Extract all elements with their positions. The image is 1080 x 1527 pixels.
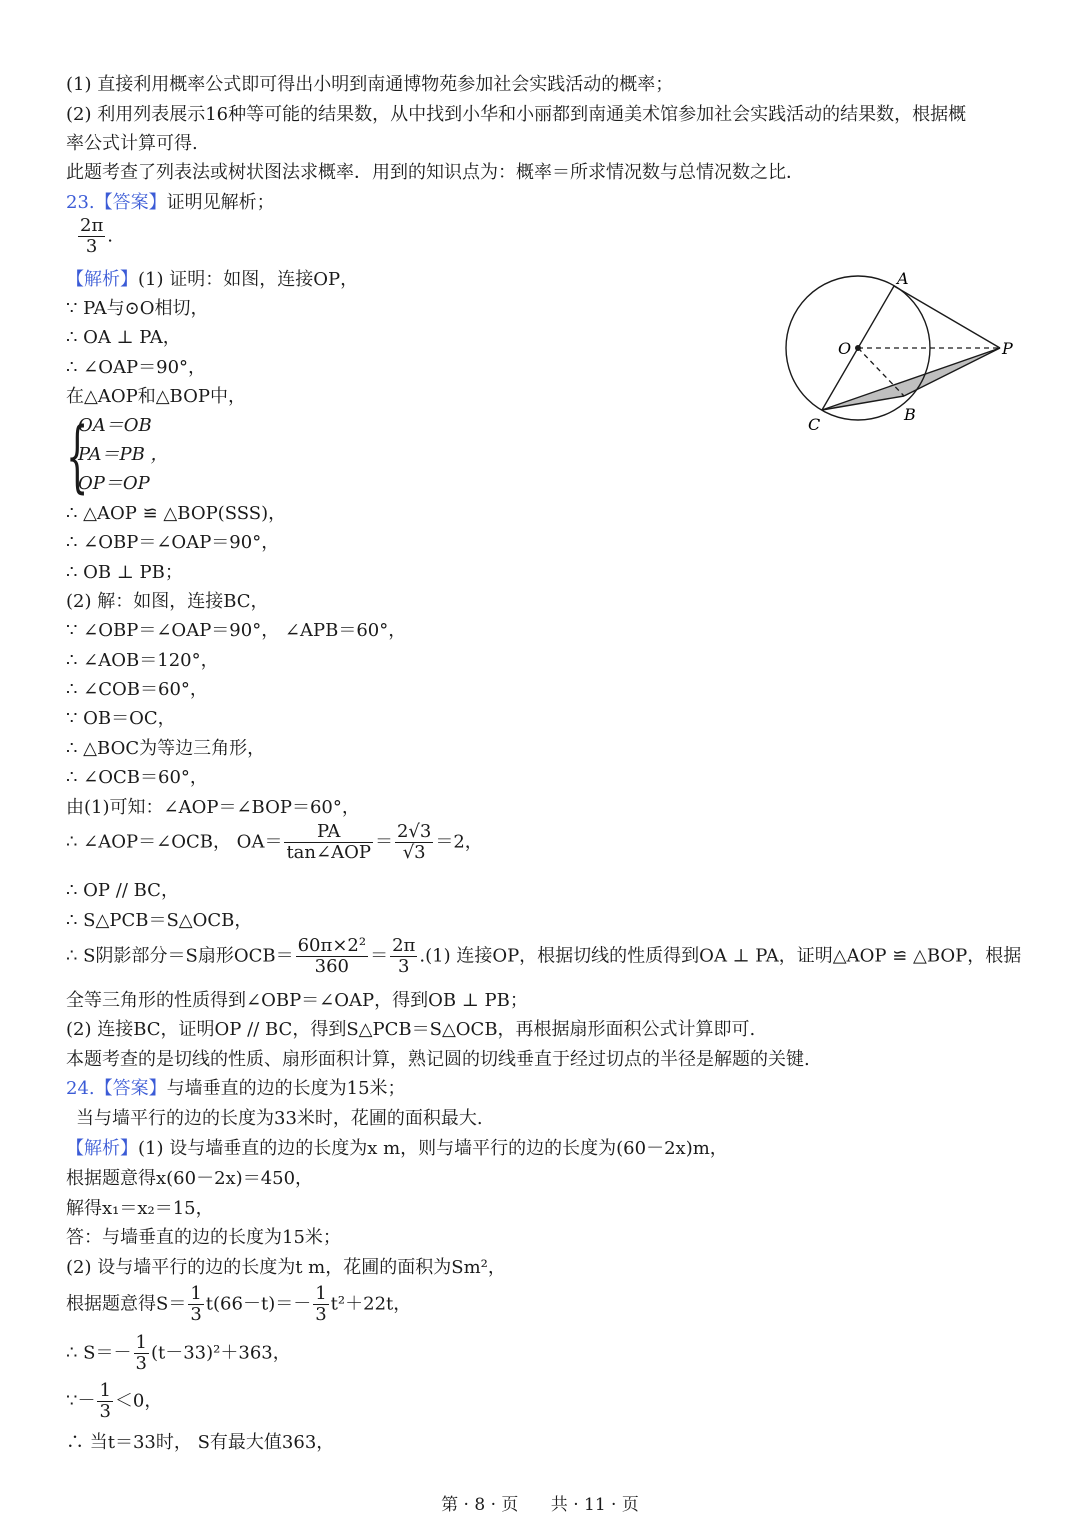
text-line: 根据题意得x(60－2x)＝450， xyxy=(66,1168,314,1189)
fraction-denominator: 3 xyxy=(99,1401,111,1422)
fraction-numerator: 1 xyxy=(315,1283,327,1304)
fraction-numerator: 1 xyxy=(99,1380,111,1401)
system-line: OA＝OB xyxy=(78,415,152,436)
text-fragment: ＝2， xyxy=(435,831,483,853)
label-a: A xyxy=(897,269,909,288)
text-line: 率公式计算可得. xyxy=(66,133,198,154)
text-line: (2) 解：如图，连接BC， xyxy=(66,591,269,612)
fraction-denominator: 3 xyxy=(135,1353,147,1374)
text-line: ∵ OB＝OC， xyxy=(66,708,176,729)
text-line: (1) 直接利用概率公式即可得出小明到南通博物苑参加社会实践活动的概率； xyxy=(66,74,674,95)
system-line: OP＝OP xyxy=(78,473,150,494)
text-line: ∵ PA与⊙O相切， xyxy=(66,298,209,319)
fraction-numerator: 60π×2² xyxy=(297,935,367,956)
text-line: (2) 利用列表展示16种等可能的结果数，从中找到小华和小丽都到南通美术馆参加社会实践活动的结果数，根据概 xyxy=(66,104,967,125)
answer-label: 24.【答案】 xyxy=(66,1078,167,1099)
text-line: 在△AOP和△BOP中， xyxy=(66,386,246,407)
analysis-label: 【解析】 xyxy=(66,269,138,290)
page-footer: 第 · 8 · 页 共 · 11 · 页 xyxy=(441,1495,639,1515)
text-fragment: ∵－ xyxy=(66,1390,96,1412)
text-line: ∴ ∠OCB＝60°， xyxy=(66,767,208,788)
text-line: 全等三角形的性质得到∠OBP＝∠OAP，得到OB ⊥ PB； xyxy=(66,990,528,1011)
formula-area-line xyxy=(66,936,1021,977)
label-c: C xyxy=(808,415,821,434)
fraction-numerator: 1 xyxy=(190,1283,202,1304)
fraction-numerator: PA xyxy=(284,822,373,843)
text-line: (1) 设与墙垂直的边的长度为x m，则与墙平行的边的长度为(60－2x)m， xyxy=(138,1138,728,1159)
text-line: ∴ ∠OBP＝∠OAP＝90°， xyxy=(66,532,280,553)
text-line: ∴ △AOP ≌ △BOP(SSS)， xyxy=(66,503,287,524)
text-fragment: ＜0， xyxy=(114,1390,163,1412)
fraction-numerator: 2π xyxy=(392,935,416,956)
formula-oa-line xyxy=(66,822,483,863)
text-line: 解得x₁＝x₂＝15， xyxy=(66,1198,214,1219)
center-point xyxy=(855,345,861,351)
system-line: PA＝PB ， xyxy=(78,444,169,465)
tangent-pb xyxy=(904,348,1000,396)
text-fragment: t²＋22t， xyxy=(330,1293,412,1315)
label-b: B xyxy=(904,405,916,424)
text-line: ∴ ∠OAP＝90°， xyxy=(66,357,207,378)
fraction-denominator: 3 xyxy=(85,236,98,257)
label-o: O xyxy=(838,339,852,358)
text-line: ∴ 当t＝33时， S有最大值363， xyxy=(66,1432,335,1453)
text-line: 答：与墙垂直的边的长度为15米； xyxy=(66,1227,341,1248)
fraction-denominator: 3 xyxy=(398,956,410,977)
text-line: (2) 设与墙平行的边的长度为t m，花圃的面积为Sm²， xyxy=(66,1257,506,1278)
fraction-denominator: tan∠AOP xyxy=(286,842,371,863)
analysis-label: 【解析】 xyxy=(66,1138,138,1159)
formula-vertex-line xyxy=(66,1333,291,1374)
fraction-numerator: 1 xyxy=(135,1332,147,1353)
answer-text: 证明见解析； xyxy=(166,192,275,213)
text-line: 由(1)可知：∠AOP＝∠BOP＝60°， xyxy=(66,797,360,818)
fraction-denominator: 3 xyxy=(190,1304,202,1325)
analysis-line xyxy=(66,1136,728,1162)
text-line: ∴ OB ⊥ PB； xyxy=(66,562,183,583)
answer-label: 23.【答案】 xyxy=(66,192,167,213)
text-fragment: ∴ S＝－ xyxy=(66,1342,132,1364)
text-line: 此题考查了列表法或树状图法求概率．用到的知识点为：概率＝所求情况数与总情况数之比． xyxy=(66,162,804,183)
text-line: ∴ ∠COB＝60°， xyxy=(66,679,208,700)
text-line: ∴ OA ⊥ PA， xyxy=(66,327,181,348)
answer-text: 当与墙平行的边的长度为33米时，花圃的面积最大. xyxy=(76,1108,483,1129)
text-fragment: ＝ xyxy=(370,945,389,967)
fraction-denominator: 360 xyxy=(314,956,350,977)
fraction-tail: . xyxy=(107,225,114,247)
equation-system-brace: { xyxy=(66,412,89,502)
text-line: (2) 连接BC，证明OP // BC，得到S△PCB＝S△OCB，再根据扇形面积公式计算即可. xyxy=(66,1019,756,1040)
answer-text: 与墙垂直的边的长度为15米； xyxy=(166,1078,406,1099)
text-line: ∴ OP // BC， xyxy=(66,880,179,901)
fraction-denominator: √3 xyxy=(402,842,426,863)
text-line: ∵ ∠OBP＝∠OAP＝90°， ∠APB＝60°， xyxy=(66,620,407,641)
fraction-denominator: 3 xyxy=(315,1304,327,1325)
text-fragment: 根据题意得S＝ xyxy=(66,1293,187,1315)
fraction-numerator: 2√3 xyxy=(396,821,432,842)
text-fragment: ∴ ∠AOP＝∠OCB， OA＝ xyxy=(66,831,283,853)
text-line: ∴ S△PCB＝S△OCB， xyxy=(66,910,253,931)
text-line: 本题考查的是切线的性质、扇形面积计算，熟记圆的切线垂直于经过切点的半径是解题的关键. xyxy=(66,1049,810,1070)
fraction-numerator: 2π xyxy=(80,215,104,236)
answer-line xyxy=(66,1076,406,1102)
text-fragment: ∴ S阴影部分＝S扇形OCB＝ xyxy=(66,945,294,967)
text-line: (1) 证明：如图，连接OP， xyxy=(138,269,359,290)
text-line: ∴ ∠AOB＝120°， xyxy=(66,650,219,671)
text-fragment: ＝ xyxy=(374,831,393,853)
text-fragment: t(66－t)＝－ xyxy=(205,1293,312,1315)
text-fragment: (t－33)²＋363， xyxy=(150,1342,291,1364)
analysis-line xyxy=(66,267,358,293)
formula-s-line xyxy=(66,1284,411,1325)
formula-negative-line xyxy=(66,1381,162,1422)
answer-fraction xyxy=(76,216,113,257)
tangent-pa xyxy=(894,286,1000,348)
text-fragment: .(1) 连接OP，根据切线的性质得到OA ⊥ PA，证明△AOP ≌ △BOP，根据 xyxy=(419,945,1022,967)
answer-line xyxy=(66,190,275,216)
geometry-figure xyxy=(780,268,1020,438)
text-line: ∴ △BOC为等边三角形， xyxy=(66,738,266,759)
label-p: P xyxy=(1002,339,1013,358)
